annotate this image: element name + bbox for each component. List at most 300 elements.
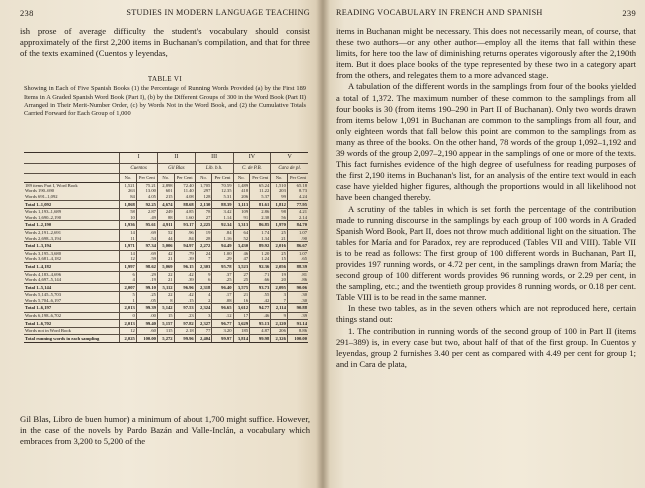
table-cell: .42 bbox=[174, 292, 195, 298]
table-cell: 15 bbox=[157, 313, 174, 320]
table-cell: 115 bbox=[157, 328, 174, 335]
table-cell: .42 bbox=[174, 271, 195, 277]
table-book-header: C. de P.B. bbox=[233, 163, 271, 174]
table-row-label: Words 2,191–2,691 bbox=[25, 229, 61, 235]
table-cell: .46 bbox=[250, 313, 271, 320]
table-cell: .42 bbox=[250, 298, 271, 304]
table-cell: 5 bbox=[120, 292, 137, 298]
table-row-label: 189 items Part I, Word Book bbox=[25, 182, 78, 188]
table-cell: 95.13 bbox=[250, 319, 271, 328]
table-sub-header: No. bbox=[195, 174, 212, 183]
table-caption-block bbox=[24, 75, 306, 118]
table-cell: 44 bbox=[157, 236, 174, 242]
table-book-header: Cuentos bbox=[120, 163, 158, 174]
table-cell: 91.14 bbox=[287, 319, 308, 328]
table-cell: 28 bbox=[195, 236, 212, 242]
table-cell: 4.21 bbox=[287, 209, 308, 215]
table-cell: .60 bbox=[136, 328, 157, 335]
table-cell: 20 bbox=[271, 277, 288, 283]
table-cell: 3.42 bbox=[212, 209, 233, 215]
right-page-number: 239 bbox=[622, 8, 636, 18]
table-total-row bbox=[24, 242, 308, 251]
paragraph: 1. The contribution in running words of the second group of 100 in Part II (items 291–389) is, in every case but two, about half of that of the first group. In Cuentos y leyendas, group 2 furnishes 3.40 per cent as compared with 4.49 per cent for group 1; and in Cara de plata, bbox=[336, 325, 636, 369]
table-sub-header: No. bbox=[271, 174, 288, 183]
right-running-head bbox=[336, 8, 636, 18]
table-cell: 2,326 bbox=[271, 334, 288, 343]
table-cell: 56 bbox=[271, 215, 288, 221]
table-cell: .19 bbox=[136, 277, 157, 283]
table-row-label: Words 190–690 bbox=[25, 188, 55, 194]
table-cell: 8.73 bbox=[287, 188, 308, 194]
table-cell: 96.96 bbox=[174, 283, 195, 292]
table-cell: .96 bbox=[174, 229, 195, 235]
table-cell: 64 bbox=[233, 229, 250, 235]
table-cell: 2,327 bbox=[195, 319, 212, 328]
table-cell: .39 bbox=[287, 313, 308, 320]
table-cell: 4.87 bbox=[250, 328, 271, 335]
paragraph: A tabulation of the different words in the samplings from four of the books yielded a total of 1,372. The maximum number of these common to the samplings from all four books is 30 (from items 190–290 in Part II of Buchanan). Only two words drawn from items below 1,091 in Buchanan are common to the samplings from all four, and only eighteen words that fall below this point are common to the samplings from as many as three of the books. On the other hand, 78 words of the group 1,092–1,192 and 39 words of the group 2,097–2,190 appear in the samplings of one or more of the texts. This fact furnishes evidence of the high degree of usefulness for reading purposes of the first 2,190 items in Buchanan's list, for an analysis of the entire text would in each case have yielded higher figures, although the proportions would in all likelihood not have been changed thereby. bbox=[336, 81, 637, 203]
table-total-row bbox=[24, 304, 308, 313]
table-total-row bbox=[24, 283, 308, 292]
table-cell: .84 bbox=[212, 229, 233, 235]
table-cell: 11 bbox=[120, 236, 137, 242]
table-cell: 1,510 bbox=[271, 182, 288, 188]
left-running-head bbox=[20, 8, 310, 18]
table-cell: .65 bbox=[287, 256, 308, 262]
table-cell: 86.85 bbox=[250, 221, 271, 230]
table-cell: .66 bbox=[250, 277, 271, 283]
table-cell: 2,095 bbox=[271, 283, 288, 292]
table-sub-header: No. bbox=[157, 174, 174, 183]
table-cell: 99.97 bbox=[212, 334, 233, 343]
table-cell: .79 bbox=[174, 250, 195, 256]
paragraph: In these two tables, as in the seven others which are not reproduced here, certain things stand out: bbox=[336, 303, 636, 325]
table-cell: 5.37 bbox=[250, 194, 271, 200]
table-total-row bbox=[24, 262, 308, 271]
table-cell: 4,674 bbox=[157, 200, 174, 209]
table-cell: 94.97 bbox=[174, 242, 195, 251]
table-cell: 11.40 bbox=[174, 188, 195, 194]
table-row-label: Total running words in each sampling bbox=[24, 334, 120, 343]
table-cell: 4.24 bbox=[287, 194, 308, 200]
table-row-label: Words 2,698–3,194 bbox=[25, 235, 61, 241]
table-cell: 99.10 bbox=[136, 283, 157, 292]
table-row-label: Words 3,195–3,680 bbox=[25, 250, 61, 256]
table-cell: 1,970 bbox=[271, 221, 288, 230]
table-row-label: Total 1–1,092 bbox=[24, 200, 120, 209]
left-intro-paragraph: ish prose of average difficulty the student's vocabulary should consist approximately of the first 2,200 items in Buchanan's compilation, and that for three of the texts examined (Cuentos y leyendas, bbox=[20, 26, 310, 59]
table-row-label: Words 5,145–5,703 bbox=[25, 292, 61, 298]
table-cell: .08 bbox=[212, 298, 233, 304]
table-cell: 128 bbox=[195, 194, 212, 200]
table-cell: 263 bbox=[120, 188, 137, 194]
table-cell: 97.82 bbox=[174, 319, 195, 328]
table-cell: 88 bbox=[157, 215, 174, 221]
table-cell: 1.16 bbox=[212, 236, 233, 242]
table-cell: .29 bbox=[212, 256, 233, 262]
table-sub-header: Per Cent bbox=[174, 174, 195, 183]
table-cell: 93.73 bbox=[250, 283, 271, 292]
table-cell: 2,114 bbox=[271, 304, 288, 313]
table-corner-cell bbox=[24, 163, 120, 174]
table-cell: 215 bbox=[157, 194, 174, 200]
table-cell: 100.00 bbox=[287, 334, 308, 343]
table-cell: 601 bbox=[157, 188, 174, 194]
table-cell: 98.62 bbox=[136, 262, 157, 271]
table-cell: 1,868 bbox=[120, 200, 137, 209]
table-total-row bbox=[24, 221, 308, 230]
table-cell: .05 bbox=[136, 298, 157, 304]
table-cell: 13.00 bbox=[136, 188, 157, 194]
table-cell: 2.86 bbox=[250, 209, 271, 215]
table-cell: 1,489 bbox=[233, 182, 250, 188]
table-book-header: Gil Blas bbox=[157, 163, 195, 174]
table-cell: 89.92 bbox=[250, 242, 271, 251]
table-cell: 206 bbox=[271, 328, 288, 335]
table-cell: 5,112 bbox=[157, 283, 174, 292]
table-row-label: Total 1–5,144 bbox=[24, 283, 120, 292]
table-cell: 10 bbox=[120, 215, 137, 221]
right-running-title: READING VOCABULARY IN FRENCH AND SPANISH bbox=[336, 8, 543, 17]
table-cell: 1.07 bbox=[287, 250, 308, 256]
table-cell: 99 bbox=[271, 194, 288, 200]
table-roman-header: I bbox=[120, 153, 158, 164]
table-cell: 100.00 bbox=[136, 334, 157, 343]
table-cell: 14 bbox=[120, 250, 137, 256]
table-cell: 2,013 bbox=[120, 319, 137, 328]
table-cell: 4.05 bbox=[136, 194, 157, 200]
table-cell: .69 bbox=[136, 250, 157, 256]
table-row-label: Words 6,198–6,702 bbox=[25, 313, 61, 319]
left-page bbox=[0, 0, 322, 488]
table-cell: 2,013 bbox=[120, 304, 137, 313]
table-cell: 5,142 bbox=[157, 304, 174, 313]
table-sub-header: No. bbox=[120, 174, 137, 183]
table-cell: .25 bbox=[212, 277, 233, 283]
table-cell: 19 bbox=[271, 271, 288, 277]
table-cell: 21 bbox=[157, 277, 174, 283]
table-cell: 17 bbox=[233, 313, 250, 320]
table-cell: 1.74 bbox=[250, 229, 271, 235]
table-cell: 6 bbox=[195, 277, 212, 283]
table-cell: 27 bbox=[233, 271, 250, 277]
table-cell: 3,313 bbox=[233, 221, 250, 230]
table-cell: 97.53 bbox=[174, 304, 195, 313]
table-cell: 75.21 bbox=[136, 182, 157, 188]
table-cell: 3,523 bbox=[233, 262, 250, 271]
right-page bbox=[322, 0, 645, 488]
table-cell: .86 bbox=[287, 277, 308, 283]
table-cell: 99.96 bbox=[174, 334, 195, 343]
table-total-row bbox=[24, 200, 308, 209]
table-cell: .17 bbox=[212, 292, 233, 298]
table-roman-header: III bbox=[195, 153, 233, 164]
table-cell: 3,612 bbox=[233, 304, 250, 313]
table-row-label: Total 1–2,190 bbox=[24, 221, 120, 230]
table-cell: 96.15 bbox=[174, 262, 195, 271]
table-cell: 203 bbox=[271, 188, 288, 194]
left-running-title: STUDIES IN MODERN LANGUAGE TEACHING bbox=[126, 8, 310, 17]
table-cell: .71 bbox=[250, 271, 271, 277]
right-body-text bbox=[336, 26, 636, 370]
table-cell: 2,056 bbox=[271, 262, 288, 271]
table-cell: .29 bbox=[136, 271, 157, 277]
table-cell: .30 bbox=[287, 292, 308, 298]
table-cell: 94.49 bbox=[212, 242, 233, 251]
table-row bbox=[24, 313, 308, 320]
table-book-header: Cara de pl. bbox=[271, 163, 308, 174]
table-cell: 0 bbox=[120, 313, 137, 320]
table-cell: 1,971 bbox=[120, 242, 137, 251]
table-title: TABLE VI bbox=[147, 75, 183, 83]
table-cell: 42 bbox=[157, 250, 174, 256]
table-cell: 3,113 bbox=[233, 200, 250, 209]
table-sub-header: Per Cent bbox=[250, 174, 271, 183]
table-cell: 4 bbox=[195, 292, 212, 298]
table-cell: 1,997 bbox=[120, 262, 137, 271]
table-sub-header: No. bbox=[233, 174, 250, 183]
table-cell: .00 bbox=[136, 313, 157, 320]
table-cell: 3.20 bbox=[212, 328, 233, 335]
table-body bbox=[24, 182, 308, 343]
table-cell: 86.67 bbox=[287, 242, 308, 251]
table-cell: .39 bbox=[174, 277, 195, 283]
left-closing-paragraph: Gil Blas, Libro de buen humor) a minimum of about 1,700 might suffice. However, in the case of the novels by Pardo Bazán and Valle-Inclán, a vocabulary which embraces from 3,200 to 5,200 of the bbox=[20, 414, 310, 447]
table-cell: .59 bbox=[136, 256, 157, 262]
table-cell: 3 bbox=[271, 292, 288, 298]
table-row-label: Words 3,681–4,182 bbox=[25, 256, 61, 262]
table-cell: 2,130 bbox=[195, 200, 212, 209]
table-cell: .15 bbox=[174, 298, 195, 304]
table-cell: .12 bbox=[212, 313, 233, 320]
table-cell: 7 bbox=[271, 298, 288, 304]
table-cell: 4.85 bbox=[174, 209, 195, 215]
table-cell: 1.60 bbox=[174, 215, 195, 221]
table-corner-cell bbox=[24, 153, 120, 164]
table-row-label: Total 1–3,194 bbox=[24, 242, 120, 251]
table-cell: 5,272 bbox=[157, 334, 174, 343]
table-cell: 25 bbox=[233, 277, 250, 283]
table-cell: .55 bbox=[250, 292, 271, 298]
table-total-row bbox=[24, 319, 308, 328]
table-cell: 92.34 bbox=[212, 221, 233, 230]
table-cell: 25 bbox=[271, 229, 288, 235]
table-cell: 52 bbox=[233, 236, 250, 242]
table-cell: 109 bbox=[233, 209, 250, 215]
paragraph: A scrutiny of the tables in which is set forth the percentage of the contribution made to running discourse in the samplings by each group of 100 words in A Graded Spanish Word Book, Part II, does not throw much additional light on the situation. The tables for María and for Paradox, rey are reproduced (Tables VII and VIII). Table VII is to be read as follows: The first group of 100 different words in Buchanan, Part II, provides 197 running words, or 4.72 per cent, in the samplings drawn from María; the second group of 100 different words provides 96 running words, or 2.29 per cent, in the sampling, etc.; and the twentieth group provides 8 running words, or 0.18 per cent. Table VIII is to be read in the same manner. bbox=[336, 203, 636, 303]
table-cell: 98 bbox=[271, 209, 288, 215]
table-cell: 22 bbox=[157, 271, 174, 277]
table-cell: 3,575 bbox=[233, 283, 250, 292]
table-row-label: Words 5,704–6,197 bbox=[25, 297, 61, 303]
table-cell: 88.68 bbox=[174, 200, 195, 209]
table-cell: 46 bbox=[233, 250, 250, 256]
table-cell: 2,404 bbox=[195, 334, 212, 343]
table-cell: 1,936 bbox=[120, 221, 137, 230]
table-sub-header: Per Cent bbox=[136, 174, 157, 183]
table-caption: Showing in Each of Five Spanish Books (1) the Percentage of Running Words Provided (a) by the First 189 Items in A Graded Spanish Word Book (Part I), (b) by the Different Groups of 300 in the Word Book (Part II) Arranged in Their Merit-Number Order, (c) by Words Not in the Word Book, and (2) the Cumulative Totals Carried Forward for Each Group of 1,000 bbox=[24, 85, 306, 118]
table-corner-cell bbox=[24, 174, 120, 183]
table-cell: 21 bbox=[157, 256, 174, 262]
table-cell: 2.87 bbox=[136, 209, 157, 215]
table-cell: 4 bbox=[120, 277, 137, 283]
table-cell: 5,006 bbox=[157, 242, 174, 251]
table-roman-header: II bbox=[157, 153, 195, 164]
table-row-label: Words 691–1,092 bbox=[25, 193, 58, 199]
table-cell: 8.86 bbox=[287, 328, 308, 335]
table-cell: 2,016 bbox=[271, 242, 288, 251]
table-cell: 4,911 bbox=[157, 221, 174, 230]
table-row-label: Words 4,183–4,696 bbox=[25, 271, 61, 277]
table-cell: 99.39 bbox=[136, 304, 157, 313]
table-cell: 58 bbox=[120, 209, 137, 215]
table-cell: 9 bbox=[195, 271, 212, 277]
table-cell: 3 bbox=[195, 313, 212, 320]
table-cell: .54 bbox=[136, 236, 157, 242]
table-cell: 12 bbox=[120, 256, 137, 262]
table-cell: 6 bbox=[120, 271, 137, 277]
table-cell: 5.31 bbox=[212, 194, 233, 200]
table-cell: 19 bbox=[195, 229, 212, 235]
table-cell: 95.61 bbox=[136, 221, 157, 230]
table-cell: 4.08 bbox=[174, 194, 195, 200]
table-cell: 2.18 bbox=[174, 328, 195, 335]
table-cell: 96.77 bbox=[212, 319, 233, 328]
table-cell: 2,324 bbox=[195, 304, 212, 313]
table-cell: .39 bbox=[174, 256, 195, 262]
data-table bbox=[24, 152, 308, 343]
table-cell: 2 bbox=[195, 298, 212, 304]
table-row-label: Words not in Word Book bbox=[25, 328, 71, 334]
table-cell: 2,303 bbox=[195, 262, 212, 271]
left-page-number: 238 bbox=[20, 8, 34, 18]
table-cell: .81 bbox=[287, 271, 308, 277]
table-cell: 185 bbox=[233, 328, 250, 335]
table-cell: .90 bbox=[287, 236, 308, 242]
table-cell: .25 bbox=[136, 292, 157, 298]
table-cell: 77 bbox=[195, 328, 212, 335]
table-cell: 297 bbox=[195, 188, 212, 194]
table-cell: 99.98 bbox=[250, 334, 271, 343]
table-cell: .37 bbox=[212, 271, 233, 277]
table-cell: 2,318 bbox=[195, 283, 212, 292]
table-cell: 97.34 bbox=[136, 242, 157, 251]
table-cell: 1.34 bbox=[250, 236, 271, 242]
table-cell: 12.35 bbox=[212, 188, 233, 194]
table-book-header: Lib. b.h. bbox=[195, 163, 233, 174]
table-cell: .30 bbox=[287, 298, 308, 304]
table-cell: 72.40 bbox=[174, 182, 195, 188]
table-roman-header-row bbox=[24, 153, 308, 164]
table-cell: 3,629 bbox=[233, 319, 250, 328]
table-cell: 2,898 bbox=[157, 182, 174, 188]
table-book-header-row bbox=[24, 163, 308, 174]
table-cell: 95.78 bbox=[212, 262, 233, 271]
table-cell: 1.14 bbox=[212, 215, 233, 221]
table-cell: 15 bbox=[271, 256, 288, 262]
table-cell: 8 bbox=[157, 298, 174, 304]
table-row-label: Total 1–4,182 bbox=[24, 262, 120, 271]
table-cell: 3,814 bbox=[233, 334, 250, 343]
table-cell: 418 bbox=[233, 188, 250, 194]
table-sub-header-row bbox=[24, 174, 308, 183]
table-cell: 99.40 bbox=[136, 319, 157, 328]
table-cell: 91 bbox=[233, 215, 250, 221]
table-cell: 24 bbox=[195, 250, 212, 256]
table-cell: 25 bbox=[271, 250, 288, 256]
table-row-label: Words 1,690–2,190 bbox=[25, 214, 61, 220]
table-cell: .49 bbox=[136, 215, 157, 221]
table-cell: 5,069 bbox=[157, 262, 174, 271]
table-cell: .23 bbox=[174, 313, 195, 320]
table-cell: 22 bbox=[157, 292, 174, 298]
book-gutter-shadow bbox=[316, 0, 330, 488]
table-cell: 16 bbox=[233, 298, 250, 304]
table-cell: 78 bbox=[195, 209, 212, 215]
table-cell: 88.39 bbox=[212, 200, 233, 209]
table-cell: 21 bbox=[271, 236, 288, 242]
table-row bbox=[24, 328, 308, 335]
table-row-label: Total 1–6,702 bbox=[24, 319, 120, 328]
table-cell: 90.06 bbox=[287, 283, 308, 292]
table-cell: 84.70 bbox=[287, 221, 308, 230]
table-cell: 9 bbox=[271, 313, 288, 320]
table-cell: 92.36 bbox=[250, 262, 271, 271]
table-cell: 65.18 bbox=[287, 182, 308, 188]
table-cell: 96.65 bbox=[212, 304, 233, 313]
table-cell: 94.77 bbox=[250, 304, 271, 313]
table-cell: 5,157 bbox=[157, 319, 174, 328]
table-cell: 2,025 bbox=[120, 334, 137, 343]
table-cell: 92.25 bbox=[136, 200, 157, 209]
table-cell: 1.20 bbox=[250, 250, 271, 256]
table-cell: 2,120 bbox=[271, 319, 288, 328]
table-sub-header: Per Cent bbox=[212, 174, 233, 183]
table-cell: .84 bbox=[174, 236, 195, 242]
table-cell: 81.61 bbox=[250, 200, 271, 209]
table-cell: 2,225 bbox=[195, 221, 212, 230]
table-row-label: Total 1–6,197 bbox=[24, 304, 120, 313]
table-cell: 1,521 bbox=[120, 182, 137, 188]
table-cell: 1,705 bbox=[195, 182, 212, 188]
table-cell: 90.88 bbox=[287, 304, 308, 313]
table-cell: 1.07 bbox=[287, 229, 308, 235]
table-cell: 70.59 bbox=[212, 182, 233, 188]
table-sub-header: Per Cent bbox=[287, 174, 308, 183]
paragraph: items in Buchanan might be necessary. This does not necessarily mean, of course, that these two authors—or any other author—employ all the items that fall within these limits, for here too the law of diminishing returns operates vigorously after the 2,190th item. But it does place books of the type represented by these two in a category apart from the others, and relegates them to a more advanced stage. bbox=[336, 26, 636, 81]
table-roman-header: IV bbox=[233, 153, 271, 164]
table-cell: 1.00 bbox=[212, 250, 233, 256]
table-cell: 12 bbox=[120, 328, 137, 335]
table-row-label: Words 4,697–5,144 bbox=[25, 277, 61, 283]
table-cell: 7 bbox=[195, 256, 212, 262]
table-cell: 14 bbox=[120, 229, 137, 235]
table-cell: 2.38 bbox=[250, 215, 271, 221]
table-cell: 1,812 bbox=[271, 200, 288, 209]
table-cell: 2.14 bbox=[287, 215, 308, 221]
table-cell: 3,430 bbox=[233, 242, 250, 251]
table-cell: .69 bbox=[136, 229, 157, 235]
table-cell: 84 bbox=[120, 194, 137, 200]
table-cell: 21 bbox=[233, 292, 250, 298]
table-roman-header: V bbox=[271, 153, 308, 164]
table-row-label: Words 1,193–1,689 bbox=[25, 209, 61, 215]
table-cell: 2,007 bbox=[120, 283, 137, 292]
table-cell: 206 bbox=[233, 194, 250, 200]
table-total-row bbox=[24, 334, 308, 343]
table-cell: 1 bbox=[120, 298, 137, 304]
table-cell: 11.22 bbox=[250, 188, 271, 194]
